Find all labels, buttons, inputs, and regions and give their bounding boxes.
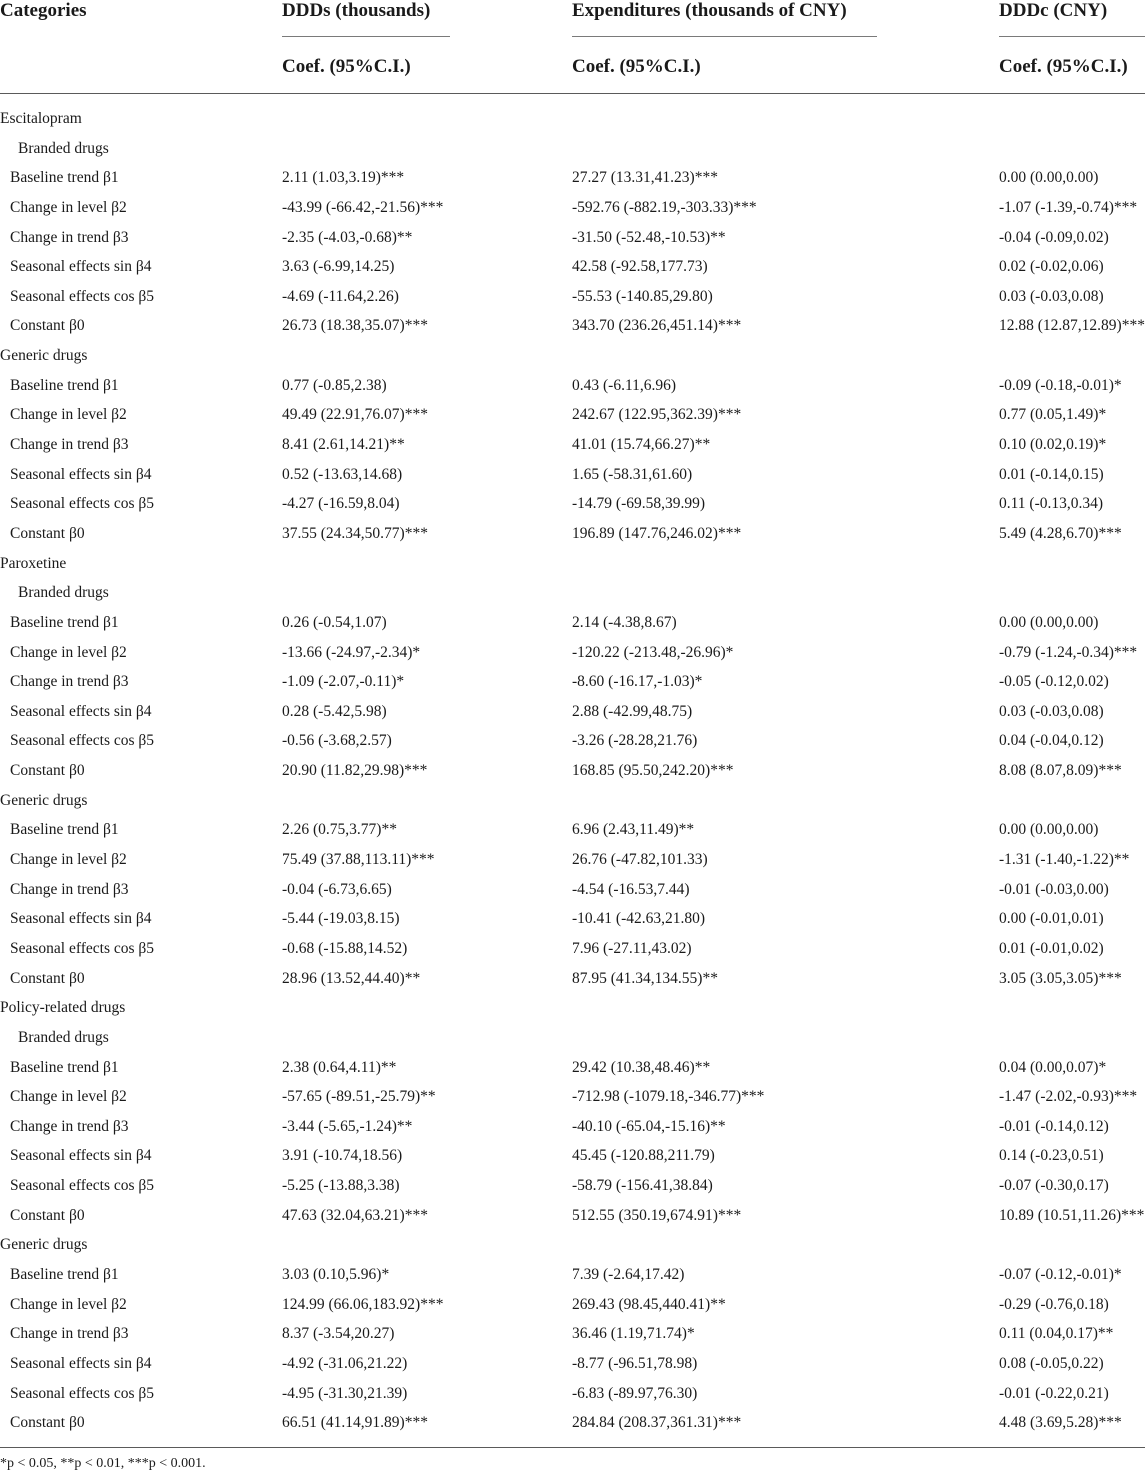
table-row: [0, 964, 1145, 994]
table-row: [0, 845, 1145, 875]
table-row: [0, 1408, 1145, 1438]
row-label: Baseline trend β1: [10, 169, 119, 187]
section-row: [0, 786, 1145, 816]
table-row: [0, 163, 1145, 193]
cell-value: 49.49 (22.91,76.07)***: [282, 406, 428, 424]
cell-value: 0.08 (-0.05,0.22): [999, 1354, 1104, 1372]
table-row: [0, 667, 1145, 697]
row-label: Change in trend β3: [10, 436, 129, 454]
cell-value: 26.76 (-47.82,101.33): [572, 851, 708, 869]
row-label: Change in trend β3: [10, 1117, 129, 1135]
cell-value: -5.25 (-13.88,3.38): [282, 1177, 400, 1195]
table-row: [0, 1082, 1145, 1112]
cell-value: -1.31 (-1.40,-1.22)**: [999, 851, 1130, 869]
row-label: Seasonal effects sin β4: [10, 258, 152, 276]
table-row: [0, 252, 1145, 282]
cell-value: -13.66 (-24.97,-2.34)*: [282, 643, 421, 661]
header-categories: Categories: [0, 0, 87, 21]
cell-value: 2.11 (1.03,3.19)***: [282, 169, 405, 187]
cell-value: -4.69 (-11.64,2.26): [282, 287, 399, 305]
header-rule: [0, 93, 1145, 94]
cell-value: 0.77 (-0.85,2.38): [282, 376, 387, 394]
cell-value: 284.84 (208.37,361.31)***: [572, 1414, 742, 1432]
cell-value: 269.43 (98.45,440.41)**: [572, 1295, 726, 1313]
row-label: Generic drugs: [0, 791, 88, 809]
row-label: Constant β0: [10, 1206, 85, 1224]
cell-value: -1.47 (-2.02,-0.93)***: [999, 1088, 1138, 1106]
row-label: Change in level β2: [10, 851, 127, 869]
cell-value: -0.68 (-15.88,14.52): [282, 939, 408, 957]
subheader-coef-expenditures: Coef. (95%C.I.): [572, 56, 701, 77]
cell-value: 0.26 (-0.54,1.07): [282, 613, 387, 631]
table-row: [0, 311, 1145, 341]
section-row: [0, 993, 1145, 1023]
cell-value: -0.09 (-0.18,-0.01)*: [999, 376, 1122, 394]
header-underline-dddc: [999, 36, 1145, 37]
cell-value: 3.05 (3.05,3.05)***: [999, 969, 1122, 987]
row-label: Constant β0: [10, 1414, 85, 1432]
section-row: [0, 549, 1145, 579]
row-label: Branded drugs: [18, 584, 109, 602]
table-row: [0, 638, 1145, 668]
table-row: [0, 1319, 1145, 1349]
row-label: Baseline trend β1: [10, 1265, 119, 1283]
cell-value: 2.88 (-42.99,48.75): [572, 702, 693, 720]
row-label: Seasonal effects cos β5: [10, 732, 155, 750]
cell-value: -57.65 (-89.51,-25.79)**: [282, 1088, 436, 1106]
cell-value: 4.48 (3.69,5.28)***: [999, 1414, 1122, 1432]
cell-value: -6.83 (-89.97,76.30): [572, 1384, 698, 1402]
cell-value: 0.43 (-6.11,6.96): [572, 376, 677, 394]
cell-value: 3.63 (-6.99,14.25): [282, 258, 395, 276]
table-row: [0, 1201, 1145, 1231]
row-label: Change in level β2: [10, 198, 127, 216]
cell-value: 5.49 (4.28,6.70)***: [999, 524, 1122, 542]
subheader-coef-dddc: Coef. (95%C.I.): [999, 56, 1128, 77]
row-label: Seasonal effects sin β4: [10, 1354, 152, 1372]
table-row: [0, 400, 1145, 430]
cell-value: 1.65 (-58.31,61.60): [572, 465, 693, 483]
cell-value: -40.10 (-65.04,-15.16)**: [572, 1117, 726, 1135]
table-row: [0, 875, 1145, 905]
cell-value: 0.01 (-0.14,0.15): [999, 465, 1104, 483]
row-label: Constant β0: [10, 524, 85, 542]
cell-value: 29.42 (10.38,48.46)**: [572, 1058, 711, 1076]
header-dddc: DDDc (CNY): [999, 0, 1108, 21]
cell-value: -0.29 (-0.76,0.18): [999, 1295, 1109, 1313]
cell-value: -0.07 (-0.30,0.17): [999, 1177, 1109, 1195]
cell-value: -10.41 (-42.63,21.80): [572, 910, 706, 928]
cell-value: 168.85 (95.50,242.20)***: [572, 762, 734, 780]
cell-value: -592.76 (-882.19,-303.33)***: [572, 198, 757, 216]
cell-value: 47.63 (32.04,63.21)***: [282, 1206, 428, 1224]
row-label: Change in level β2: [10, 1295, 127, 1313]
cell-value: -4.95 (-31.30,21.39): [282, 1384, 408, 1402]
table-row: [0, 1349, 1145, 1379]
cell-value: 2.26 (0.75,3.77)**: [282, 821, 397, 839]
header-expenditures: Expenditures (thousands of CNY): [572, 0, 847, 21]
row-label: Change in level β2: [10, 1088, 127, 1106]
cell-value: -55.53 (-140.85,29.80): [572, 287, 713, 305]
table-body: [0, 104, 1145, 1438]
row-label: Seasonal effects cos β5: [10, 1177, 155, 1195]
cell-value: 0.02 (-0.02,0.06): [999, 258, 1104, 276]
row-label: Generic drugs: [0, 1236, 88, 1254]
row-label: Baseline trend β1: [10, 1058, 119, 1076]
cell-value: 512.55 (350.19,674.91)***: [572, 1206, 742, 1224]
table-row: [0, 608, 1145, 638]
row-label: Branded drugs: [18, 1028, 109, 1046]
cell-value: -5.44 (-19.03,8.15): [282, 910, 400, 928]
cell-value: 3.03 (0.10,5.96)*: [282, 1265, 390, 1283]
cell-value: 75.49 (37.88,113.11)***: [282, 851, 435, 869]
cell-value: -0.79 (-1.24,-0.34)***: [999, 643, 1138, 661]
cell-value: 242.67 (122.95,362.39)***: [572, 406, 742, 424]
row-label: Seasonal effects sin β4: [10, 910, 152, 928]
cell-value: 20.90 (11.82,29.98)***: [282, 762, 428, 780]
cell-value: 37.55 (24.34,50.77)***: [282, 524, 428, 542]
table-row: [0, 1260, 1145, 1290]
cell-value: -14.79 (-69.58,39.99): [572, 495, 706, 513]
cell-value: 87.95 (41.34,134.55)**: [572, 969, 718, 987]
cell-value: -8.77 (-96.51,78.98): [572, 1354, 698, 1372]
table-row: [0, 934, 1145, 964]
cell-value: -0.04 (-6.73,6.65): [282, 880, 392, 898]
table-row: [0, 904, 1145, 934]
cell-value: 7.39 (-2.64,17.42): [572, 1265, 685, 1283]
header-ddds: DDDs (thousands): [282, 0, 431, 21]
cell-value: -3.26 (-28.28,21.76): [572, 732, 698, 750]
bottom-rule: [0, 1447, 1145, 1448]
row-label: Policy-related drugs: [0, 999, 126, 1017]
cell-value: 66.51 (41.14,91.89)***: [282, 1414, 428, 1432]
row-label: Constant β0: [10, 969, 85, 987]
cell-value: -0.01 (-0.14,0.12): [999, 1117, 1109, 1135]
cell-value: 343.70 (236.26,451.14)***: [572, 317, 742, 335]
cell-value: -0.56 (-3.68,2.57): [282, 732, 392, 750]
group-row: [0, 578, 1145, 608]
table-row: [0, 430, 1145, 460]
cell-value: 3.91 (-10.74,18.56): [282, 1147, 403, 1165]
table-row: [0, 193, 1145, 223]
row-label: Change in trend β3: [10, 1325, 129, 1343]
cell-value: 42.58 (-92.58,177.73): [572, 258, 708, 276]
table-row: [0, 1112, 1145, 1142]
row-label: Seasonal effects sin β4: [10, 465, 152, 483]
cell-value: -4.92 (-31.06,21.22): [282, 1354, 408, 1372]
cell-value: 12.88 (12.87,12.89)***: [999, 317, 1145, 335]
cell-value: 196.89 (147.76,246.02)***: [572, 524, 742, 542]
cell-value: 8.08 (8.07,8.09)***: [999, 762, 1122, 780]
cell-value: 0.77 (0.05,1.49)*: [999, 406, 1107, 424]
cell-value: 0.00 (-0.01,0.01): [999, 910, 1104, 928]
table-row: [0, 697, 1145, 727]
table-row: [0, 460, 1145, 490]
table-row: [0, 371, 1145, 401]
cell-value: 0.28 (-5.42,5.98): [282, 702, 387, 720]
cell-value: -712.98 (-1079.18,-346.77)***: [572, 1088, 765, 1106]
cell-value: -58.79 (-156.41,38.84): [572, 1177, 713, 1195]
cell-value: 0.00 (0.00,0.00): [999, 821, 1099, 839]
row-label: Seasonal effects sin β4: [10, 702, 152, 720]
row-label: Change in trend β3: [10, 880, 129, 898]
table-row: [0, 223, 1145, 253]
cell-value: 0.01 (-0.01,0.02): [999, 939, 1104, 957]
row-label: Seasonal effects cos β5: [10, 495, 155, 513]
row-label: Generic drugs: [0, 347, 88, 365]
table-row: [0, 1053, 1145, 1083]
row-label: Change in trend β3: [10, 673, 129, 691]
cell-value: 0.03 (-0.03,0.08): [999, 287, 1104, 305]
cell-value: 0.04 (-0.04,0.12): [999, 732, 1104, 750]
row-label: Branded drugs: [18, 139, 109, 157]
row-label: Paroxetine: [0, 554, 67, 572]
cell-value: 2.14 (-4.38,8.67): [572, 613, 677, 631]
header-underline-expenditures: [572, 36, 877, 37]
row-label: Seasonal effects cos β5: [10, 287, 155, 305]
cell-value: 10.89 (10.51,11.26)***: [999, 1206, 1145, 1224]
significance-footnote: *p < 0.05, **p < 0.01, ***p < 0.001.: [0, 1456, 206, 1471]
table-row: [0, 815, 1145, 845]
cell-value: 8.37 (-3.54,20.27): [282, 1325, 395, 1343]
row-label: Baseline trend β1: [10, 613, 119, 631]
cell-value: 7.96 (-27.11,43.02): [572, 939, 692, 957]
header-underline-ddds: [282, 36, 450, 37]
cell-value: 0.00 (0.00,0.00): [999, 169, 1099, 187]
table-row: [0, 1141, 1145, 1171]
cell-value: -0.01 (-0.03,0.00): [999, 880, 1109, 898]
cell-value: 0.04 (0.00,0.07)*: [999, 1058, 1107, 1076]
cell-value: 36.46 (1.19,71.74)*: [572, 1325, 695, 1343]
cell-value: 0.52 (-13.63,14.68): [282, 465, 403, 483]
cell-value: 8.41 (2.61,14.21)**: [282, 436, 405, 454]
section-row: [0, 1230, 1145, 1260]
row-label: Change in trend β3: [10, 228, 129, 246]
cell-value: -4.27 (-16.59,8.04): [282, 495, 400, 513]
row-label: Constant β0: [10, 317, 85, 335]
table-row: [0, 519, 1145, 549]
cell-value: 0.03 (-0.03,0.08): [999, 702, 1104, 720]
cell-value: -0.01 (-0.22,0.21): [999, 1384, 1109, 1402]
cell-value: 0.10 (0.02,0.19)*: [999, 436, 1107, 454]
cell-value: 27.27 (13.31,41.23)***: [572, 169, 718, 187]
table-row: [0, 282, 1145, 312]
cell-value: -0.07 (-0.12,-0.01)*: [999, 1265, 1122, 1283]
row-label: Seasonal effects cos β5: [10, 1384, 155, 1402]
cell-value: 26.73 (18.38,35.07)***: [282, 317, 428, 335]
row-label: Seasonal effects sin β4: [10, 1147, 152, 1165]
table-row: [0, 1290, 1145, 1320]
table-row: [0, 756, 1145, 786]
subheader-coef-ddds: Coef. (95%C.I.): [282, 56, 411, 77]
table-row: [0, 1379, 1145, 1409]
cell-value: 0.11 (0.04,0.17)**: [999, 1325, 1114, 1343]
section-row: [0, 341, 1145, 371]
table-row: [0, 726, 1145, 756]
cell-value: -0.04 (-0.09,0.02): [999, 228, 1109, 246]
cell-value: -3.44 (-5.65,-1.24)**: [282, 1117, 413, 1135]
cell-value: 0.00 (0.00,0.00): [999, 613, 1099, 631]
row-label: Constant β0: [10, 762, 85, 780]
table-row: [0, 489, 1145, 519]
cell-value: -1.09 (-2.07,-0.11)*: [282, 673, 405, 691]
cell-value: -2.35 (-4.03,-0.68)**: [282, 228, 413, 246]
group-row: [0, 134, 1145, 164]
row-label: Escitalopram: [0, 110, 82, 127]
cell-value: 124.99 (66.06,183.92)***: [282, 1295, 444, 1313]
cell-value: -31.50 (-52.48,-10.53)**: [572, 228, 726, 246]
cell-value: -0.05 (-0.12,0.02): [999, 673, 1109, 691]
cell-value: 28.96 (13.52,44.40)**: [282, 969, 421, 987]
row-label: Baseline trend β1: [10, 821, 119, 839]
group-row: [0, 1023, 1145, 1053]
cell-value: 0.11 (-0.13,0.34): [999, 495, 1104, 513]
cell-value: -1.07 (-1.39,-0.74)***: [999, 198, 1138, 216]
cell-value: 6.96 (2.43,11.49)**: [572, 821, 695, 839]
table-row: [0, 1171, 1145, 1201]
cell-value: -120.22 (-213.48,-26.96)*: [572, 643, 734, 661]
cell-value: -8.60 (-16.17,-1.03)*: [572, 673, 703, 691]
row-label: Seasonal effects cos β5: [10, 939, 155, 957]
cell-value: -43.99 (-66.42,-21.56)***: [282, 198, 444, 216]
cell-value: 45.45 (-120.88,211.79): [572, 1147, 715, 1165]
row-label: Change in level β2: [10, 643, 127, 661]
cell-value: 41.01 (15.74,66.27)**: [572, 436, 711, 454]
cell-value: 2.38 (0.64,4.11)**: [282, 1058, 397, 1076]
cell-value: -4.54 (-16.53,7.44): [572, 880, 690, 898]
section-row: [0, 104, 1145, 134]
cell-value: 0.14 (-0.23,0.51): [999, 1147, 1104, 1165]
row-label: Baseline trend β1: [10, 376, 119, 394]
row-label: Change in level β2: [10, 406, 127, 424]
